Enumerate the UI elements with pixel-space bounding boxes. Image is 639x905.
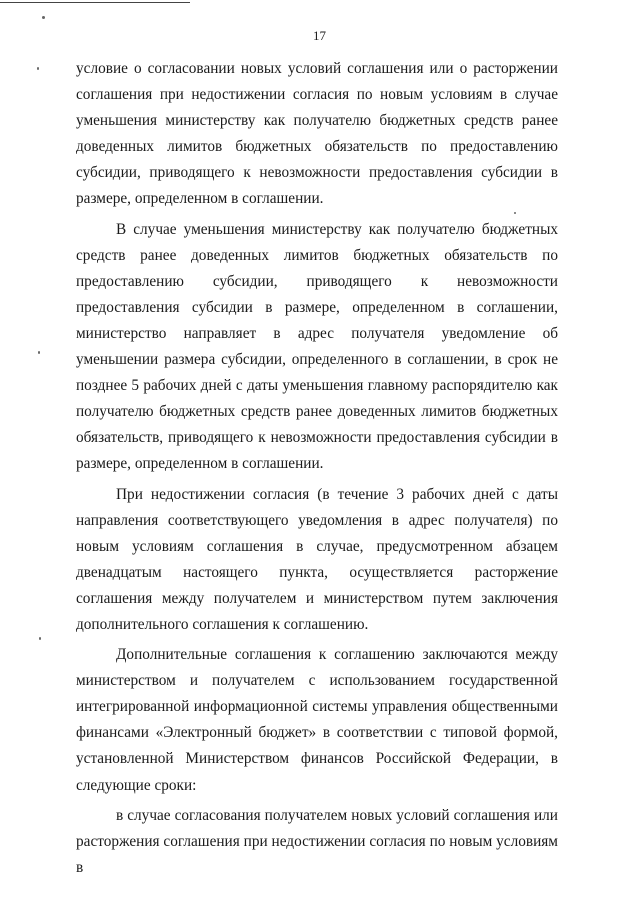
scan-speck — [37, 67, 39, 70]
top-rule — [0, 2, 190, 3]
paragraph-3: При недостижении согласия (в течение 3 рабочих дней с даты направления соответствующего уведомления в адрес получателя) по новым условиям соглашения в случае, предусмотренном абзацем двенадцатым настоящего пункта, осуществляется расторжение соглашения между получателем и министерством путем заключения дополнительного соглашения к соглашению. — [76, 485, 558, 633]
scan-speck — [42, 16, 45, 19]
page-number: 17 — [313, 28, 326, 43]
scan-speck — [38, 351, 40, 354]
paragraph-4: Дополнительные соглашения к соглашению заключаются между министерством и получателем с использованием государственной интегрированной информационной системы управления общественными финансами «Электронный бюджет» в соответствии с типовой формой, установленной Министерством финансов Российской Федерации, в следующие сроки: — [76, 646, 558, 794]
document-body — [76, 56, 558, 881]
paragraph-1: условие о согласовании новых условий соглашения или о расторжении соглашения при недостижении согласия по новым условиям в случае уменьшения министерству как получателю бюджетных средств ранее доведенных лимитов бюджетных обязательств по предоставлению субсидии, приводящего к невозможности предоставления субсидии в размере, определенном в соглашении. — [76, 60, 558, 208]
paragraph-5: в случае согласования получателем новых условий соглашения или расторжения соглашения при недостижении согласия по новым условиям в — [76, 806, 558, 876]
paragraph-2: В случае уменьшения министерству как получателю бюджетных средств ранее доведенных лимитов бюджетных обязательств по предоставлению субсидии, приводящего к невозможности предоставления субсидии в размере, определенном в соглашении, министерство направляет в адрес получателя уведомление об уменьшении размера субсидии, определенного в соглашении, в срок не позднее 5 рабочих дней с даты уменьшения главному распорядителю как получателю бюджетных средств ранее доведенных лимитов бюджетных обязательств, приводящего к невозможности предоставления субсидии в размере, определенном в соглашении. — [76, 220, 558, 473]
scan-speck — [39, 637, 41, 640]
scan-speck — [514, 212, 516, 214]
